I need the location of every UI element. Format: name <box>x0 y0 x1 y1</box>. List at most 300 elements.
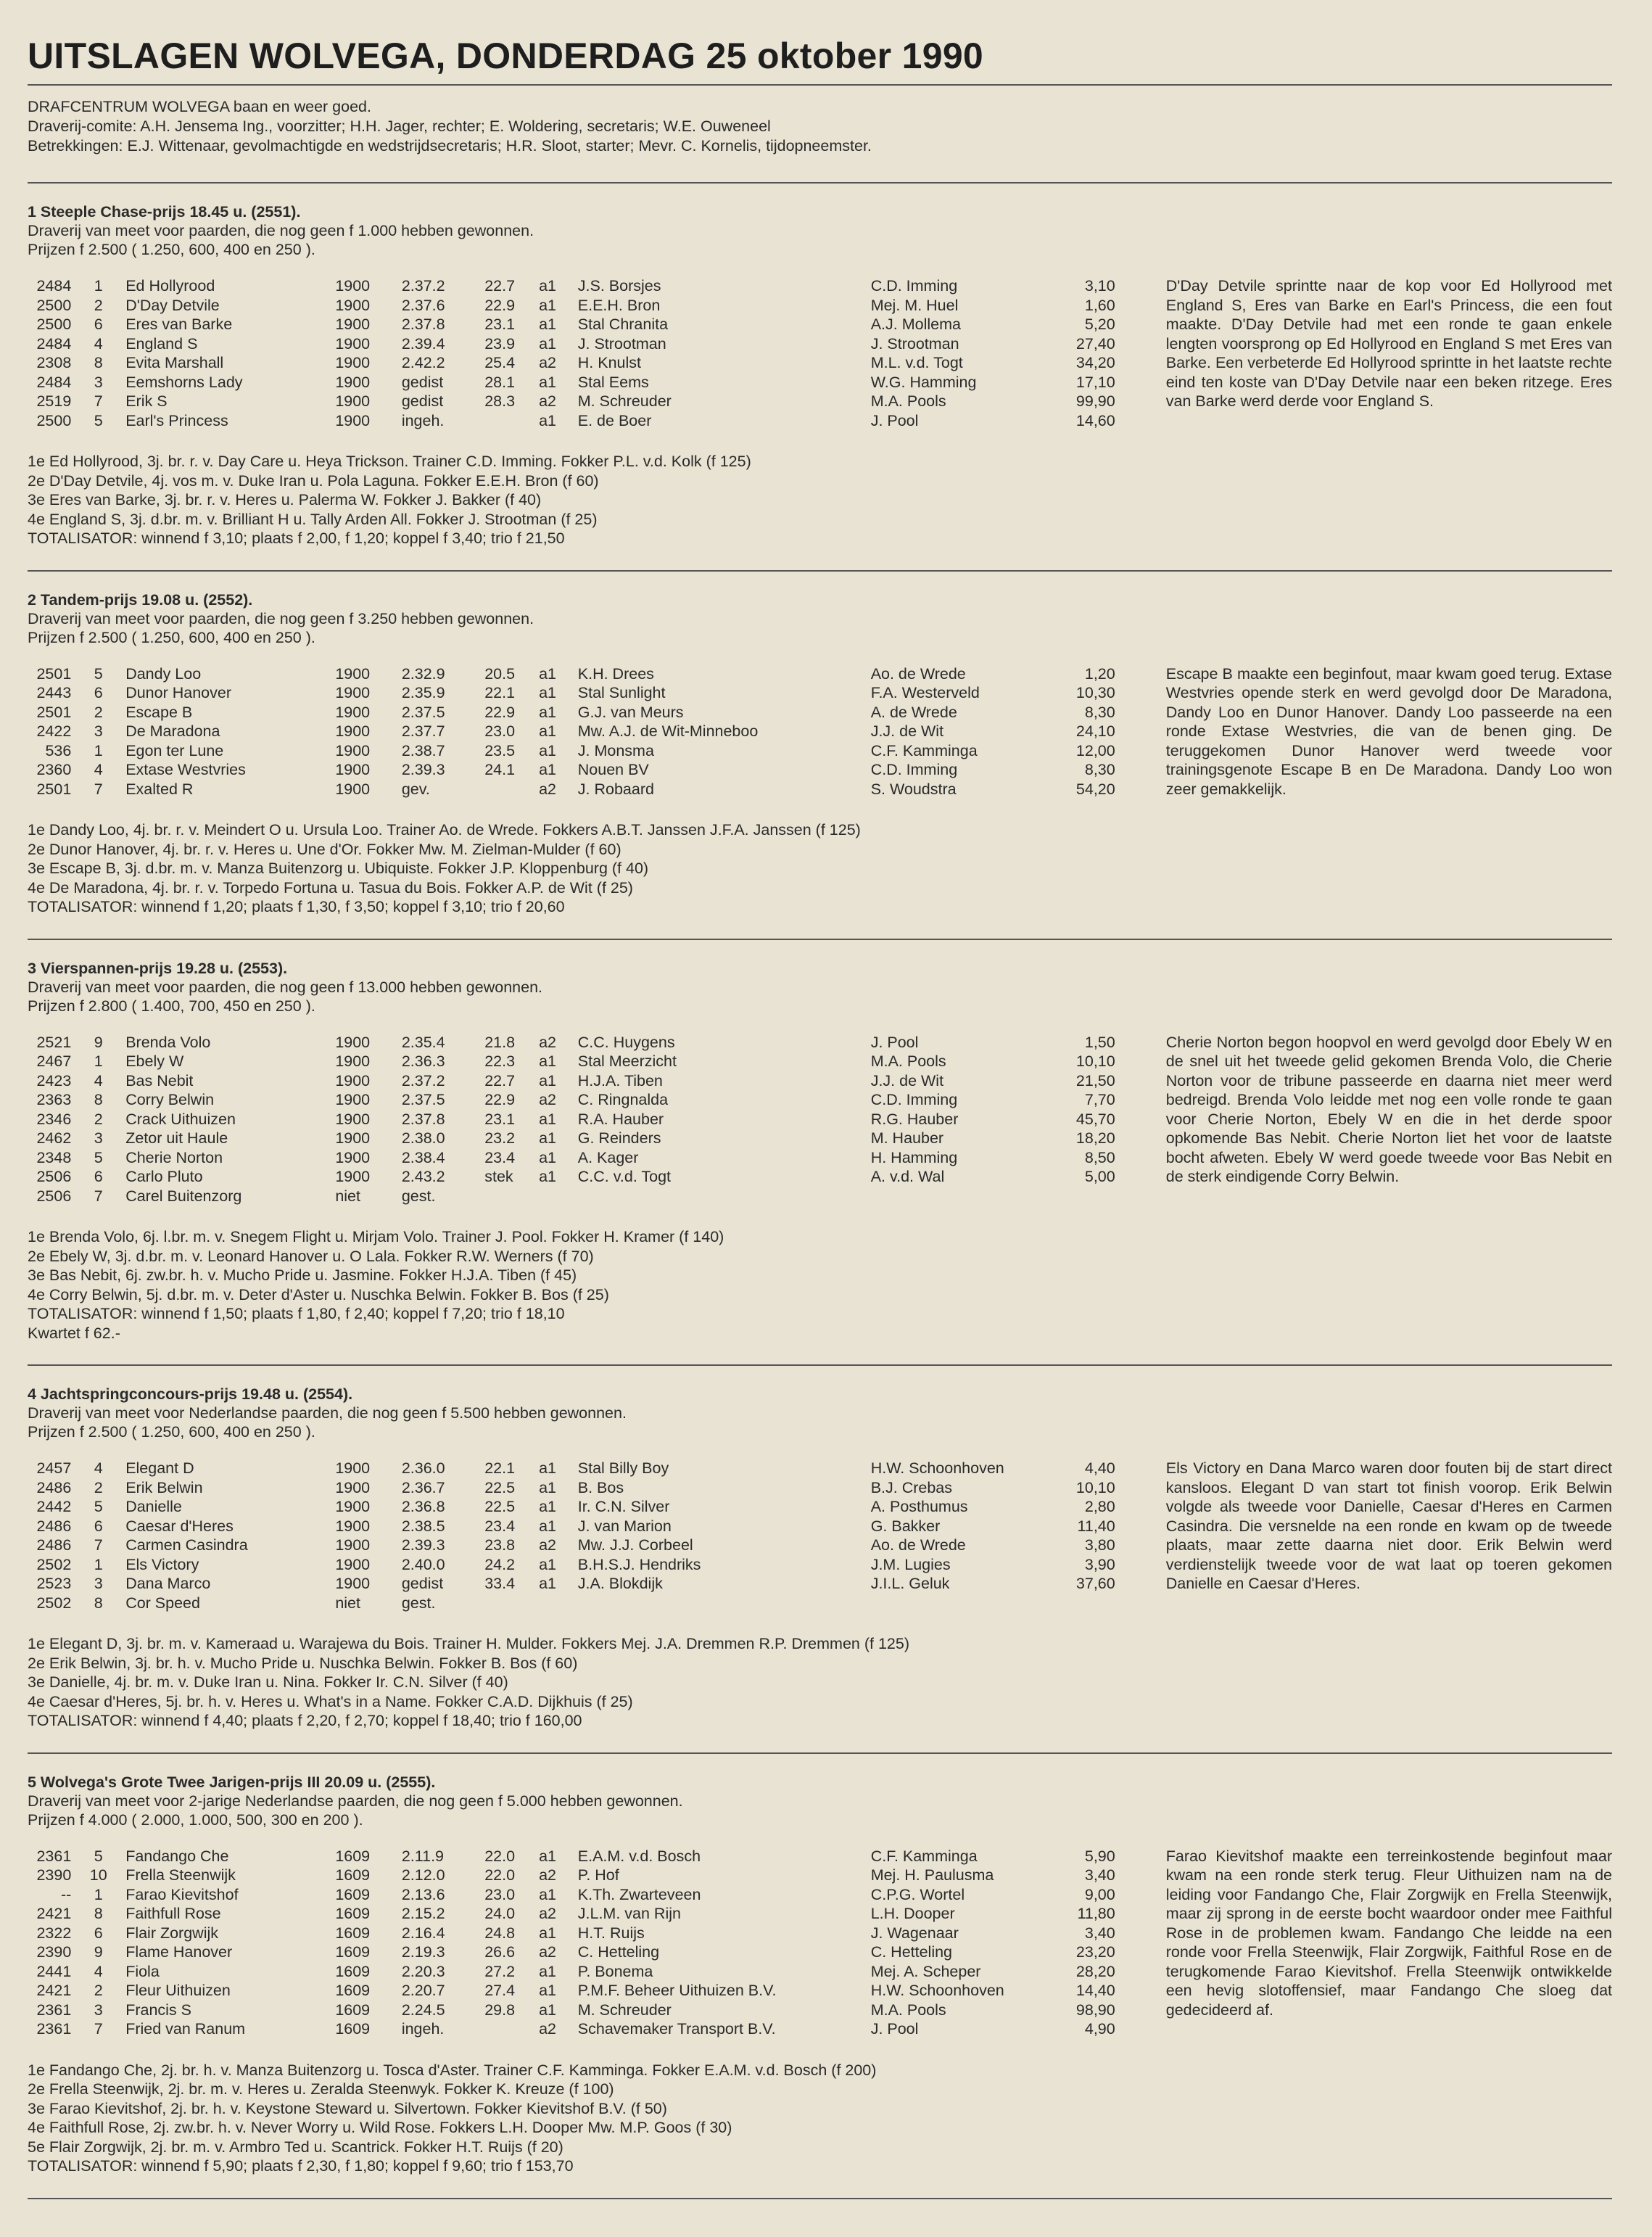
driver-cell: M.A. Pools <box>870 392 946 410</box>
table-row <box>28 1033 1115 1052</box>
distance-cell: 1900 <box>335 741 371 759</box>
race-body <box>28 1459 1612 1612</box>
owner-cell: C.C. Huygens <box>577 1033 675 1051</box>
distance-cell: 1609 <box>335 1866 371 1884</box>
race-conditions: Draverij van meet voor paarden, die nog geen f 3.250 hebben gewonnen. <box>28 609 534 627</box>
prev-race-cell: 2484 <box>36 334 72 353</box>
start-class-cell: a1 <box>539 1885 557 1903</box>
horse-name-cell: Earl's Princess <box>125 411 228 429</box>
start-class-cell: a2 <box>539 1536 557 1554</box>
owner-cell: J. Monsma <box>577 741 654 759</box>
detail-line: 2e Dunor Hanover, 4j. br. r. v. Heres u. Une d'Or. Fokker Mw. M. Zielman-Mulder (f 60) <box>28 840 621 858</box>
race-prizes: Prijzen f 2.800 ( 1.400, 700, 450 en 250 ). <box>28 997 315 1015</box>
start-class-cell: a1 <box>539 1071 557 1089</box>
start-class-cell: a1 <box>539 277 557 294</box>
post-position-cell: 8 <box>94 1091 103 1108</box>
odds-cell: 3,40 <box>1084 1924 1115 1942</box>
prev-race-cell: 2502 <box>36 1555 72 1573</box>
owner-cell: Stal Billy Boy <box>577 1459 669 1477</box>
km-time-cell: 22.7 <box>484 1071 516 1089</box>
detail-line: 1e Elegant D, 3j. br. m. v. Kameraad u. Warajewa du Bois. Trainer H. Mulder. Fokkers Mej. J.A. Dremmen R.P. Dremmen (f 125) <box>28 1635 909 1652</box>
driver-cell: J. Pool <box>870 411 919 429</box>
odds-cell: 18,20 <box>1075 1129 1115 1147</box>
owner-cell: Stal Eems <box>577 373 649 391</box>
time-cell: 2.16.4 <box>401 1924 445 1942</box>
owner-cell: J. Strootman <box>577 334 666 353</box>
post-position-cell: 7 <box>94 780 103 798</box>
horse-name-cell: Cor Speed <box>125 1594 200 1612</box>
time-cell: 2.19.3 <box>401 1943 445 1961</box>
race-title: 2 Tandem-prijs 19.08 u. (2552). <box>28 590 253 609</box>
prev-race-cell: 2484 <box>36 277 72 294</box>
driver-cell: M.A. Pools <box>870 1052 946 1070</box>
time-cell: 2.38.0 <box>401 1129 445 1147</box>
table-row <box>28 2001 1115 2020</box>
start-class-cell: a2 <box>539 780 557 798</box>
driver-cell: G. Bakker <box>870 1517 941 1535</box>
owner-cell: C.C. v.d. Togt <box>577 1168 672 1185</box>
driver-cell: A. v.d. Wal <box>870 1168 945 1185</box>
distance-cell: 1609 <box>335 2020 371 2038</box>
time-cell: 2.13.6 <box>401 1885 445 1903</box>
odds-cell: 27,40 <box>1075 334 1115 353</box>
distance-cell: 1900 <box>335 664 371 683</box>
prev-race-cell: 2441 <box>36 1962 72 1980</box>
owner-cell: M. Schreuder <box>577 392 672 410</box>
owner-cell: G.J. van Meurs <box>577 703 684 721</box>
post-position-cell: 8 <box>94 1594 103 1612</box>
post-position-cell: 2 <box>94 1478 103 1496</box>
time-cell: gest. <box>401 1187 436 1205</box>
odds-cell: 14,60 <box>1075 411 1115 429</box>
race-details <box>28 820 1612 917</box>
owner-cell: P. Bonema <box>577 1962 653 1980</box>
post-position-cell: 3 <box>94 373 103 391</box>
time-cell: 2.43.2 <box>401 1168 445 1185</box>
prev-race-cell: 2346 <box>36 1110 72 1128</box>
odds-cell: 14,40 <box>1075 1982 1115 1999</box>
time-cell: 2.35.9 <box>401 684 445 701</box>
table-row <box>28 411 1115 431</box>
start-class-cell: a1 <box>539 316 557 333</box>
driver-cell: J. Wagenaar <box>870 1924 959 1942</box>
horse-name-cell: Extase Westvries <box>125 761 246 778</box>
race-conditions: Draverij van meet voor paarden, die nog geen f 1.000 hebben gewonnen. <box>28 222 534 239</box>
prev-race-cell: 2501 <box>36 780 72 798</box>
detail-line: 4e De Maradona, 4j. br. r. v. Torpedo Fortuna u. Tasua du Bois. Fokker A.P. de Wit (f 25) <box>28 878 633 897</box>
race-details <box>28 1227 1612 1343</box>
horse-name-cell: Fleur Uithuizen <box>125 1982 231 1999</box>
start-class-cell: a1 <box>539 334 557 353</box>
distance-cell: 1900 <box>335 1459 371 1477</box>
owner-cell: K.H. Drees <box>577 664 654 683</box>
start-class-cell: a1 <box>539 1052 557 1070</box>
distance-cell: 1900 <box>335 316 371 333</box>
distance-cell: 1900 <box>335 1148 371 1166</box>
horse-name-cell: Els Victory <box>125 1555 199 1573</box>
prev-race-cell: 2467 <box>36 1052 72 1070</box>
distance-cell: 1900 <box>335 277 371 294</box>
post-position-cell: 5 <box>94 411 103 429</box>
detail-line: TOTALISATOR: winnend f 4,40; plaats f 2,20, f 2,70; koppel f 18,40; trio f 160,00 <box>28 1712 582 1729</box>
horse-name-cell: Ed Hollyrood <box>125 277 215 294</box>
race-title: 4 Jachtspringconcours-prijs 19.48 u. (2554). <box>28 1385 353 1403</box>
distance-cell: 1900 <box>335 1052 371 1070</box>
time-cell: 2.42.2 <box>401 354 445 371</box>
horse-name-cell: Fiola <box>125 1962 160 1980</box>
odds-cell: 28,20 <box>1075 1962 1115 1980</box>
driver-cell: C.D. Imming <box>870 1091 958 1108</box>
start-class-cell: a2 <box>539 1866 557 1884</box>
odds-cell: 3,40 <box>1084 1866 1115 1884</box>
odds-cell: 5,20 <box>1084 316 1115 333</box>
detail-line: 4e Faithfull Rose, 2j. zw.br. h. v. Never Worry u. Wild Rose. Fokkers L.H. Dooper Mw. M.P. Goos (f 30) <box>28 2119 732 2136</box>
time-cell: 2.37.2 <box>401 277 445 294</box>
km-time-cell: 25.4 <box>484 354 516 371</box>
time-cell: 2.36.7 <box>401 1478 445 1496</box>
horse-name-cell: Brenda Volo <box>125 1033 211 1051</box>
table-row <box>28 1885 1115 1905</box>
prev-race-cell: 2523 <box>36 1575 72 1592</box>
horse-name-cell: Bas Nebit <box>125 1071 194 1089</box>
owner-cell: J.S. Borsjes <box>577 277 661 294</box>
driver-cell: J. Pool <box>870 2020 919 2038</box>
distance-cell: 1900 <box>335 1129 371 1147</box>
prev-race-cell: 2443 <box>36 684 72 701</box>
post-position-cell: 5 <box>94 1148 103 1166</box>
horse-name-cell: Danielle <box>125 1498 182 1515</box>
post-position-cell: 8 <box>94 354 103 371</box>
driver-cell: M. Hauber <box>870 1129 944 1147</box>
driver-cell: J.J. de Wit <box>870 722 944 740</box>
results-table <box>28 276 1115 430</box>
prev-race-cell: 2457 <box>36 1459 72 1477</box>
post-position-cell: 9 <box>94 1033 103 1051</box>
km-time-cell: stek <box>484 1168 513 1185</box>
prev-race-cell: 2308 <box>36 354 72 371</box>
odds-cell: 11,80 <box>1077 1905 1115 1922</box>
km-time-cell: 27.2 <box>484 1962 516 1980</box>
race-conditions: Draverij van meet voor paarden, die nog geen f 13.000 hebben gewonnen. <box>28 978 543 996</box>
prev-race-cell: 2360 <box>36 761 72 778</box>
race-body <box>28 1847 1612 2039</box>
detail-line: TOTALISATOR: winnend f 3,10; plaats f 2,00, f 1,20; koppel f 3,40; trio f 21,50 <box>28 530 565 547</box>
time-cell: 2.37.7 <box>401 722 445 740</box>
driver-cell: C.D. Imming <box>870 277 958 294</box>
time-cell: 2.39.4 <box>401 334 445 353</box>
horse-name-cell: Zetor uit Haule <box>125 1129 228 1147</box>
horse-name-cell: Farao Kievitshof <box>125 1885 239 1903</box>
odds-cell: 23,20 <box>1075 1943 1115 1961</box>
time-cell: gedist <box>401 1575 444 1592</box>
horse-name-cell: Carmen Casindra <box>125 1536 248 1554</box>
odds-cell: 4,40 <box>1084 1459 1115 1477</box>
header-line: DRAFCENTRUM WOLVEGA baan en weer goed. <box>28 98 371 115</box>
horse-name-cell: Faithfull Rose <box>125 1905 221 1922</box>
odds-cell: 3,10 <box>1084 277 1115 294</box>
km-time-cell: 22.1 <box>484 1459 516 1477</box>
owner-cell: C. Ringnalda <box>577 1091 669 1108</box>
race-body <box>28 664 1612 799</box>
driver-cell: J. Pool <box>870 1033 919 1051</box>
km-time-cell: 33.4 <box>484 1575 516 1592</box>
table-row <box>28 1129 1115 1148</box>
prev-race-cell: 2361 <box>36 2001 72 2019</box>
race-conditions: Draverij van meet voor 2-jarige Nederlandse paarden, die nog geen f 5.000 hebben gewonnen. <box>28 1792 683 1810</box>
post-position-cell: 6 <box>94 1924 103 1942</box>
km-time-cell: 22.9 <box>484 703 516 721</box>
km-time-cell: 23.9 <box>484 334 516 353</box>
distance-cell: 1900 <box>335 1498 371 1515</box>
driver-cell: A. de Wrede <box>870 703 957 721</box>
distance-cell: niet <box>335 1594 360 1612</box>
distance-cell: 1900 <box>335 761 371 778</box>
table-row <box>28 1110 1115 1129</box>
time-cell: gev. <box>401 780 430 798</box>
time-cell: gedist <box>401 373 444 391</box>
race-title: 5 Wolvega's Grote Twee Jarigen-prijs III 20.09 u. (2555). <box>28 1773 436 1791</box>
table-row <box>28 741 1115 761</box>
time-cell: 2.32.9 <box>401 664 445 683</box>
horse-name-cell: Egon ter Lune <box>125 741 224 759</box>
distance-cell: 1900 <box>335 354 371 371</box>
odds-cell <box>1058 1187 1115 1206</box>
distance-cell: 1900 <box>335 722 371 740</box>
start-class-cell: a1 <box>539 1459 557 1477</box>
prev-race-cell: 2390 <box>36 1943 72 1961</box>
table-row <box>28 722 1115 741</box>
owner-cell: B. Bos <box>577 1478 624 1496</box>
prev-race-cell: 536 <box>45 741 72 759</box>
table-row <box>28 1943 1115 1962</box>
odds-cell: 3,80 <box>1084 1536 1115 1554</box>
km-time-cell <box>484 1594 539 1613</box>
detail-line: 3e Danielle, 4j. br. m. v. Duke Iran u. Nina. Fokker Ir. C.N. Silver (f 40) <box>28 1673 508 1691</box>
km-time-cell <box>484 780 539 799</box>
distance-cell: 1900 <box>335 1575 371 1592</box>
prev-race-cell: 2322 <box>36 1924 72 1942</box>
start-class-cell: a2 <box>539 1091 557 1108</box>
prev-race-cell: 2486 <box>36 1536 72 1554</box>
owner-cell: A. Kager <box>577 1148 639 1166</box>
race-title: 1 Steeple Chase-prijs 18.45 u. (2551). <box>28 203 301 221</box>
prev-race-cell: 2506 <box>36 1187 72 1205</box>
table-row <box>28 1536 1115 1555</box>
start-class-cell: a1 <box>539 1517 557 1535</box>
driver-cell: C.P.G. Wortel <box>870 1885 965 1903</box>
prev-race-cell: 2519 <box>36 392 72 410</box>
time-cell: 2.12.0 <box>401 1866 445 1884</box>
odds-cell: 37,60 <box>1075 1575 1115 1592</box>
distance-cell: 1900 <box>335 1071 371 1089</box>
table-row <box>28 1924 1115 1943</box>
table-row <box>28 1517 1115 1536</box>
post-position-cell: 1 <box>94 1555 103 1573</box>
detail-line: 3e Farao Kievitshof, 2j. br. h. v. Keystone Steward u. Silvertown. Fokker Kievitshof B.V. (f 50) <box>28 2099 667 2117</box>
horse-name-cell: Exalted R <box>125 780 194 798</box>
km-time-cell: 23.2 <box>484 1129 516 1147</box>
owner-cell: E. de Boer <box>577 411 652 429</box>
race-section <box>28 184 1612 570</box>
post-position-cell: 4 <box>94 1962 103 1980</box>
horse-name-cell: Evita Marshall <box>125 354 224 371</box>
detail-line: 1e Dandy Loo, 4j. br. r. v. Meindert O u. Ursula Loo. Trainer Ao. de Wrede. Fokkers A.B.T. Janssen J.F.A. Janssen (f 125) <box>28 821 861 839</box>
prev-race-cell: 2421 <box>36 1905 72 1922</box>
driver-cell: R.G. Hauber <box>870 1110 959 1128</box>
detail-line: 2e D'Day Detvile, 4j. vos m. v. Duke Iran u. Pola Laguna. Fokker E.E.H. Bron (f 60) <box>28 471 599 490</box>
post-position-cell: 5 <box>94 664 103 683</box>
race-prizes: Prijzen f 2.500 ( 1.250, 600, 400 en 250 ). <box>28 241 315 258</box>
race-section <box>28 1754 1612 2198</box>
table-row <box>28 1167 1115 1187</box>
horse-name-cell: Escape B <box>125 703 193 721</box>
time-cell: 2.37.8 <box>401 316 445 333</box>
horse-name-cell: England S <box>125 334 198 353</box>
table-row <box>28 1981 1115 2001</box>
post-position-cell: 3 <box>94 1129 103 1147</box>
odds-cell: 54,20 <box>1075 780 1115 798</box>
start-class-cell: a2 <box>539 354 557 371</box>
distance-cell: 1900 <box>335 684 371 701</box>
post-position-cell: 4 <box>94 334 103 353</box>
distance-cell: 1900 <box>335 1110 371 1128</box>
prev-race-cell: 2486 <box>36 1517 72 1535</box>
driver-cell: A.J. Mollema <box>870 316 961 333</box>
race-section <box>28 1366 1612 1752</box>
prev-race-cell: 2502 <box>36 1594 72 1612</box>
km-time-cell: 24.0 <box>484 1905 516 1922</box>
post-position-cell: 1 <box>94 277 103 294</box>
post-position-cell: 6 <box>94 1168 103 1185</box>
owner-cell: H.T. Ruijs <box>577 1924 645 1942</box>
horse-name-cell: Dana Marco <box>125 1575 211 1592</box>
owner-cell: K.Th. Zwarteveen <box>577 1885 701 1903</box>
km-time-cell: 23.0 <box>484 1885 516 1903</box>
horse-name-cell: Flame Hanover <box>125 1943 233 1961</box>
driver-cell: L.H. Dooper <box>870 1905 955 1922</box>
post-position-cell: 10 <box>89 1866 107 1884</box>
time-cell: gedist <box>401 392 444 410</box>
start-class-cell: a1 <box>539 1575 557 1592</box>
time-cell: 2.37.2 <box>401 1071 445 1089</box>
start-class-cell: a1 <box>539 1498 557 1515</box>
odds-cell: 8,30 <box>1084 761 1115 778</box>
horse-name-cell: Elegant D <box>125 1459 194 1477</box>
page-title: UITSLAGEN WOLVEGA, DONDERDAG 25 oktober 1990 <box>28 36 984 76</box>
time-cell: 2.15.2 <box>401 1905 445 1922</box>
driver-cell: B.J. Crebas <box>870 1478 953 1496</box>
odds-cell: 2,80 <box>1084 1498 1115 1515</box>
driver-cell: Mej. A. Scheper <box>870 1962 981 1980</box>
prev-race-cell: 2361 <box>36 2020 72 2038</box>
start-class-cell: a2 <box>539 1033 557 1051</box>
detail-line: 4e Caesar d'Heres, 5j. br. h. v. Heres u. What's in a Name. Fokker C.A.D. Dijkhuis (f 25) <box>28 1692 633 1710</box>
time-cell: 2.38.4 <box>401 1148 445 1166</box>
time-cell: 2.39.3 <box>401 1536 445 1554</box>
owner-cell <box>571 1594 871 1613</box>
prev-race-cell: 2390 <box>36 1866 72 1884</box>
owner-cell: J.L.M. van Rijn <box>577 1905 681 1922</box>
time-cell: 2.36.8 <box>401 1498 445 1515</box>
km-time-cell: 22.1 <box>484 684 516 701</box>
table-row <box>28 1962 1115 1982</box>
distance-cell: 1609 <box>335 1943 371 1961</box>
prev-race-cell: 2500 <box>36 411 72 429</box>
header-line: Betrekkingen: E.J. Wittenaar, gevolmachtigde en wedstrijdsecretaris; H.R. Sloot, starter; Mevr. C. Kornelis, tijdopneemster. <box>28 137 872 155</box>
table-row <box>28 1574 1115 1594</box>
meeting-header <box>28 86 1612 182</box>
time-cell: 2.36.0 <box>401 1459 445 1477</box>
post-position-cell: 3 <box>94 722 103 740</box>
owner-cell: Stal Sunlight <box>577 684 666 701</box>
table-row <box>28 703 1115 722</box>
start-class-cell: a1 <box>539 1982 557 1999</box>
odds-cell: 10,10 <box>1075 1052 1115 1070</box>
driver-cell: H.W. Schoonhoven <box>870 1459 1004 1477</box>
prev-race-cell: 2501 <box>36 703 72 721</box>
prev-race-cell: 2363 <box>36 1091 72 1108</box>
horse-name-cell: Dandy Loo <box>125 664 202 683</box>
horse-name-cell: Fandango Che <box>125 1847 229 1865</box>
odds-cell: 45,70 <box>1075 1110 1115 1128</box>
table-row <box>28 315 1115 334</box>
race-prizes: Prijzen f 2.500 ( 1.250, 600, 400 en 250 ). <box>28 1423 315 1441</box>
time-cell: 2.20.3 <box>401 1962 445 1980</box>
time-cell: 2.35.4 <box>401 1033 445 1051</box>
race-details <box>28 1634 1612 1731</box>
distance-cell: niet <box>335 1187 360 1205</box>
horse-name-cell: Caesar d'Heres <box>125 1517 234 1535</box>
distance-cell: 1900 <box>335 1555 371 1573</box>
detail-line: 4e England S, 3j. d.br. m. v. Brilliant H u. Tally Arden All. Fokker J. Strootman (f 25) <box>28 510 598 528</box>
table-row <box>28 780 1115 799</box>
start-class-cell: a1 <box>539 2001 557 2019</box>
race-prizes: Prijzen f 4.000 ( 2.000, 1.000, 500, 300 en 200 ). <box>28 1810 363 1829</box>
post-position-cell: 2 <box>94 1110 103 1128</box>
owner-cell: J. van Marion <box>577 1517 672 1535</box>
table-row <box>28 373 1115 392</box>
horse-name-cell: Crack Uithuizen <box>125 1110 236 1128</box>
prev-race-cell: 2500 <box>36 296 72 314</box>
km-time-cell <box>484 2019 539 2039</box>
km-time-cell: 22.3 <box>484 1052 516 1070</box>
odds-cell: 98,90 <box>1075 2001 1115 2019</box>
horse-name-cell: Francis S <box>125 2001 191 2019</box>
horse-name-cell: Ebely W <box>125 1052 184 1070</box>
results-table <box>28 664 1115 799</box>
time-cell: 2.20.7 <box>401 1982 445 1999</box>
time-cell: ingeh. <box>401 2020 445 2038</box>
driver-cell: J. Strootman <box>870 334 959 353</box>
km-time-cell: 23.4 <box>484 1148 516 1166</box>
start-class-cell: a1 <box>539 1847 557 1865</box>
prev-race-cell: -- <box>60 1885 72 1903</box>
start-class-cell: a2 <box>539 392 557 410</box>
detail-line: 2e Erik Belwin, 3j. br. h. v. Mucho Pride u. Nuschka Belwin. Fokker B. Bos (f 60) <box>28 1654 578 1672</box>
prev-race-cell: 2348 <box>36 1148 72 1166</box>
driver-cell <box>871 1594 1058 1613</box>
start-class-cell: a2 <box>539 1905 557 1922</box>
odds-cell: 1,20 <box>1084 664 1115 683</box>
driver-cell <box>871 1187 1058 1206</box>
post-position-cell: 2 <box>94 703 103 721</box>
owner-cell: Ir. C.N. Silver <box>577 1498 670 1515</box>
km-time-cell: 22.9 <box>484 1091 516 1108</box>
race-section <box>28 940 1612 1365</box>
distance-cell: 1609 <box>335 1885 371 1903</box>
owner-cell: M. Schreuder <box>577 2001 672 2019</box>
table-row <box>28 1594 1115 1613</box>
